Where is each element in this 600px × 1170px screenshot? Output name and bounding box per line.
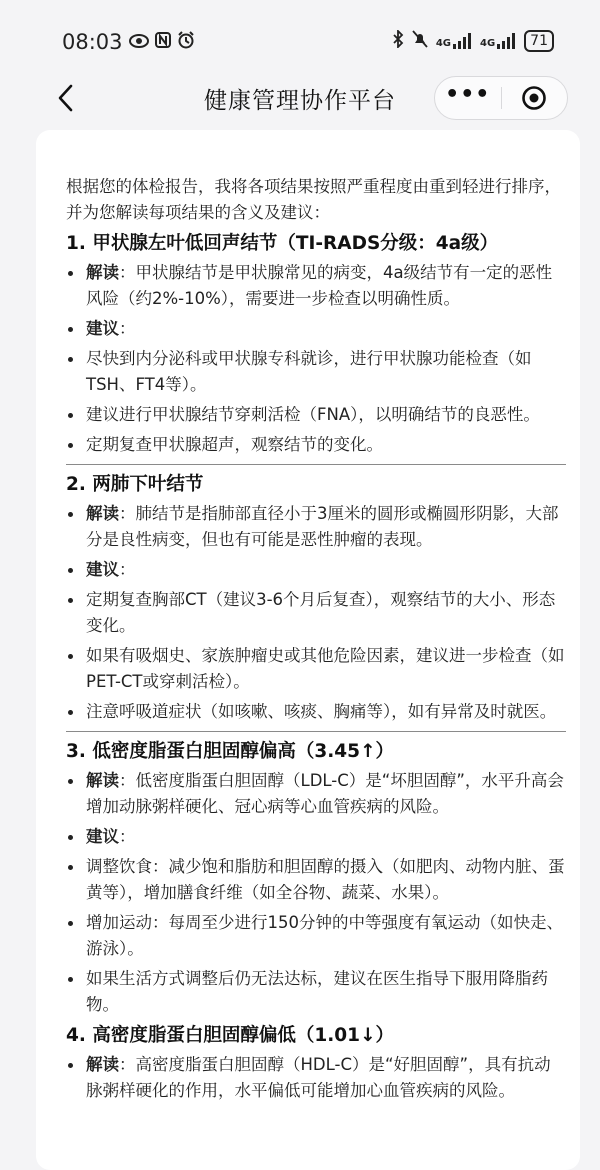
advice-item: 定期复查甲状腺超声，观察结节的变化。: [66, 432, 566, 458]
section-title: 1. 甲状腺左叶低回声结节（TI-RADS分级：4a级）: [66, 233, 499, 254]
section-title: 4. 高密度脂蛋白胆固醇偏低（1.01↓）: [66, 1025, 394, 1046]
more-button[interactable]: •••: [445, 82, 491, 107]
interpretation-text: ：肺结节是指肺部直径小于3厘米的圆形或椭圆形阴影，大部分是良性病变，但也有可能是恶性肿瘤的表现。: [86, 504, 559, 549]
advice-header: [66, 557, 566, 583]
advice-item: 定期复查胸部CT（建议3-6个月后复查），观察结节的大小、形态变化。: [66, 587, 566, 639]
advice-item: 尽快到内分泌科或甲状腺专科就诊，进行甲状腺功能检查（如TSH、FT4等）。: [66, 346, 566, 398]
eye-icon: [129, 32, 149, 53]
status-right-group: [392, 30, 554, 52]
section-title: 3. 低密度脂蛋白胆固醇偏高（3.45↑）: [66, 741, 394, 762]
interpretation-item: [66, 768, 566, 820]
report-content: [66, 174, 566, 1108]
interpretation-label: 解读: [86, 263, 119, 282]
interpretation-item: [66, 501, 566, 553]
signal-4g-icon: [436, 33, 472, 49]
section-divider: [66, 464, 566, 465]
section-divider: [66, 731, 566, 732]
bluetooth-icon: [392, 30, 404, 52]
section-title: 2. 两肺下叶结节: [66, 474, 204, 495]
interpretation-text: ：甲状腺结节是甲状腺常见的病变，4a级结节有一定的恶性风险（约2%-10%），需要进一步检查以明确性质。: [86, 263, 553, 308]
status-time: 08:03: [62, 30, 123, 54]
page-title: 健康管理协作平台: [204, 88, 396, 114]
advice-header: [66, 316, 566, 342]
advice-item: 如果生活方式调整后仍无法达标，建议在医生指导下服用降脂药物。: [66, 966, 566, 1018]
advice-label-suffix: ：: [119, 560, 136, 579]
interpretation-label: 解读: [86, 504, 119, 523]
advice-label-suffix: ：: [119, 827, 136, 846]
advice-label: 建议: [86, 827, 119, 846]
network-label: 4G: [435, 38, 451, 49]
status-time-group: [62, 30, 195, 54]
network-label: 4G: [480, 38, 496, 49]
miniapp-capsule: [434, 76, 568, 120]
alarm-icon: [177, 31, 195, 54]
advice-label-suffix: ：: [119, 319, 136, 338]
advice-item: 如果有吸烟史、家族肿瘤史或其他危险因素，建议进一步检查（如PET-CT或穿刺活检）。: [66, 643, 566, 695]
signal-4g-icon: [480, 33, 516, 49]
close-miniapp-button[interactable]: [502, 77, 568, 119]
interpretation-item: [66, 1052, 566, 1104]
advice-item: 注意呼吸道症状（如咳嗽、咳痰、胸痛等），如有异常及时就医。: [66, 699, 566, 725]
battery-indicator: 71: [524, 30, 554, 52]
mute-icon: [412, 30, 428, 52]
advice-item: 调整饮食：减少饱和脂肪和胆固醇的摄入（如肥肉、动物内脏、蛋黄等），增加膳食纤维（如全谷物、蔬菜、水果）。: [66, 854, 566, 906]
nav-bar: [0, 68, 600, 128]
nfc-icon: [155, 32, 171, 53]
intro-text: 根据您的体检报告，我将各项结果按照严重程度由重到轻进行排序，并为您解读每项结果的含义及建议：: [66, 177, 561, 222]
advice-header: [66, 824, 566, 850]
target-icon: [521, 85, 547, 111]
advice-label: 建议: [86, 560, 119, 579]
advice-item: 增加运动：每周至少进行150分钟的中等强度有氧运动（如快走、游泳）。: [66, 910, 566, 962]
advice-label: 建议: [86, 319, 119, 338]
interpretation-item: [66, 260, 566, 312]
advice-item: 建议进行甲状腺结节穿刺活检（FNA），以明确结节的良恶性。: [66, 402, 566, 428]
interpretation-label: 解读: [86, 771, 119, 790]
message-card: [36, 130, 580, 1170]
interpretation-label: 解读: [86, 1055, 119, 1074]
interpretation-text: ：低密度脂蛋白胆固醇（LDL-C）是“坏胆固醇”，水平升高会增加动脉粥样硬化、冠心病等心血管疾病的风险。: [86, 771, 564, 816]
interpretation-text: ：高密度脂蛋白胆固醇（HDL-C）是“好胆固醇”，具有抗动脉粥样硬化的作用，水平偏低可能增加心血管疾病的风险。: [86, 1055, 551, 1100]
